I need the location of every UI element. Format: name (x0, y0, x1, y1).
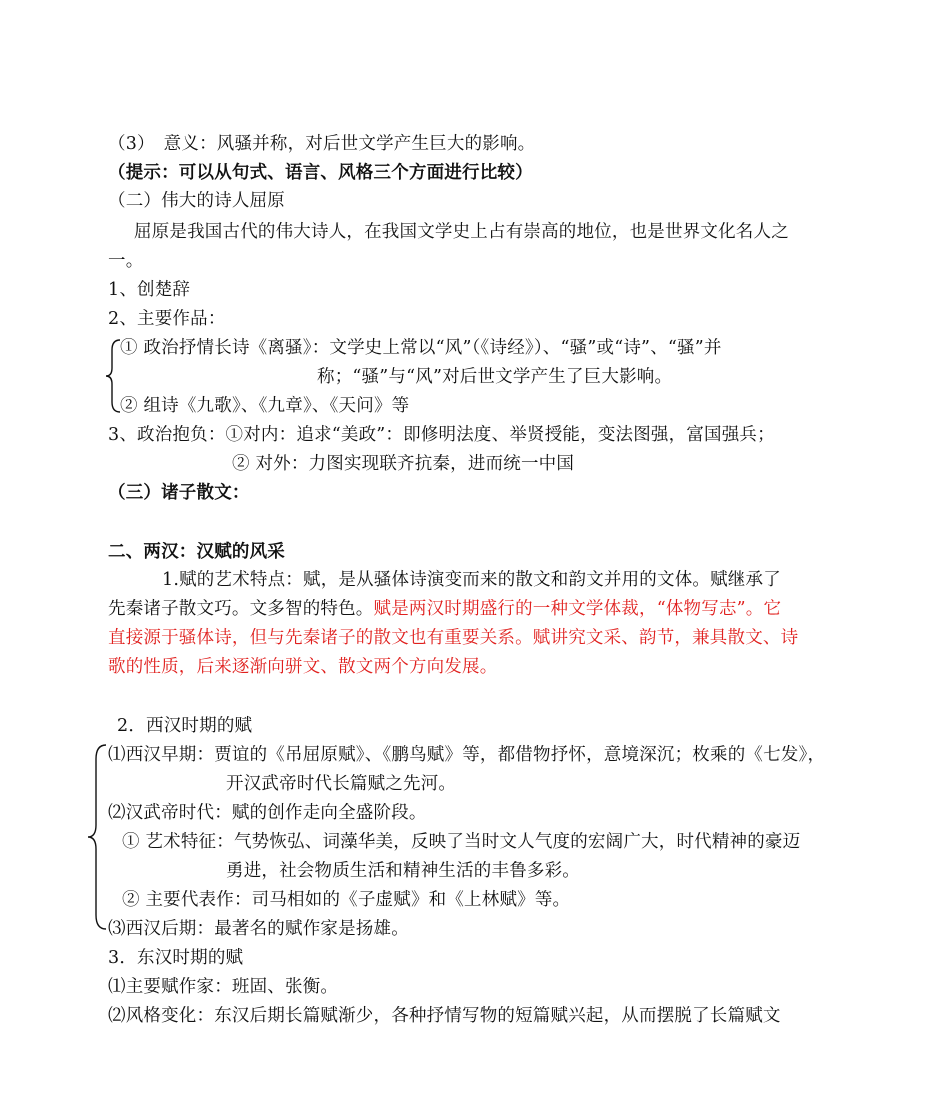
list-item: ⑵风格变化：东汉后期长篇赋渐少，各种抒情写物的短篇赋兴起，从而摆脱了长篇赋文 (108, 1006, 781, 1026)
highlighted-text: 直接源于骚体诗，但与先秦诸子的散文也有重要关系。赋讲究文采、韵节，兼具散文、诗 (108, 628, 799, 648)
work-item: ① 政治抒情长诗《离骚》：文学史上常以“风”（《诗经》）、“骚”或“诗”、“骚”并 (120, 338, 722, 358)
sub-item: ① 艺术特征：气势恢弘、词藻华美，反映了当时文人气度的宏阔广大，时代精神的豪迈 (122, 832, 801, 852)
sub-item: ② 主要代表作：司马相如的《子虚赋》和《上林赋》等。 (122, 890, 571, 910)
list-item-continued: ② 对外：力图实现联齐抗秦，进而统一中国 (232, 454, 575, 474)
paragraph-line: 1.赋的艺术特点：赋，是从骚体诗演变而来的散文和韵文并用的文体。赋继承了 (162, 570, 781, 590)
subsection-title: 2．西汉时期的赋 (117, 716, 253, 736)
list-item: ⑴西汉早期：贾谊的《吊屈原赋》、《鹏鸟赋》等，都借物抒怀，意境深沉；枚乘的《七发》， (108, 745, 826, 765)
significance-line: （3） 意义：风骚并称，对后世文学产生巨大的影响。 (108, 134, 536, 154)
section-title: （二）伟大的诗人屈原 (108, 191, 285, 211)
section-title: （三）诸子散文： (108, 483, 250, 503)
part-title: 二、两汉：汉赋的风采 (108, 542, 285, 562)
highlighted-text: 赋是两汉时期盛行的一种文学体裁，“体物写志”。它 (373, 599, 782, 619)
list-item: 2、主要作品： (108, 309, 226, 329)
list-item: 3、政治抱负：①对内：追求“美政”：即修明法度、举贤授能，变法图强，富国强兵； (108, 425, 775, 445)
paragraph-line: 屈原是我国古代的伟大诗人，在我国文学史上占有崇高的地位，也是世界文化名人之 (134, 222, 789, 242)
work-item-continued: 称；“骚”与“风”对后世文学产生了巨大影响。 (317, 367, 673, 387)
paragraph-line (108, 597, 781, 621)
paragraph-line: 一。 (108, 251, 144, 271)
subsection-title: 3．东汉时期的赋 (108, 948, 244, 968)
hint-line: （提示：可以从句式、语言、风格三个方面进行比较） (108, 163, 533, 183)
list-item: ⑶西汉后期：最著名的赋作家是扬雄。 (108, 919, 409, 939)
list-item: ⑵汉武帝时代：赋的创作走向全盛阶段。 (108, 803, 427, 823)
list-item-continued: 开汉武帝时代长篇赋之先河。 (226, 774, 457, 794)
list-item: ⑴主要赋作家：班固、张衡。 (108, 977, 339, 997)
left-brace-icon (86, 743, 108, 931)
sub-item-continued: 勇进，社会物质生活和精神生活的丰鲁多彩。 (226, 861, 580, 881)
work-item: ② 组诗《九歌》、《九章》、《天问》等 (120, 396, 410, 416)
list-item: 1、创楚辞 (108, 280, 191, 300)
paragraph-text: 先秦诸子散文巧。文多智的特色。 (108, 599, 374, 619)
highlighted-text: 歌的性质，后来逐渐向骈文、散文两个方向发展。 (108, 657, 498, 677)
